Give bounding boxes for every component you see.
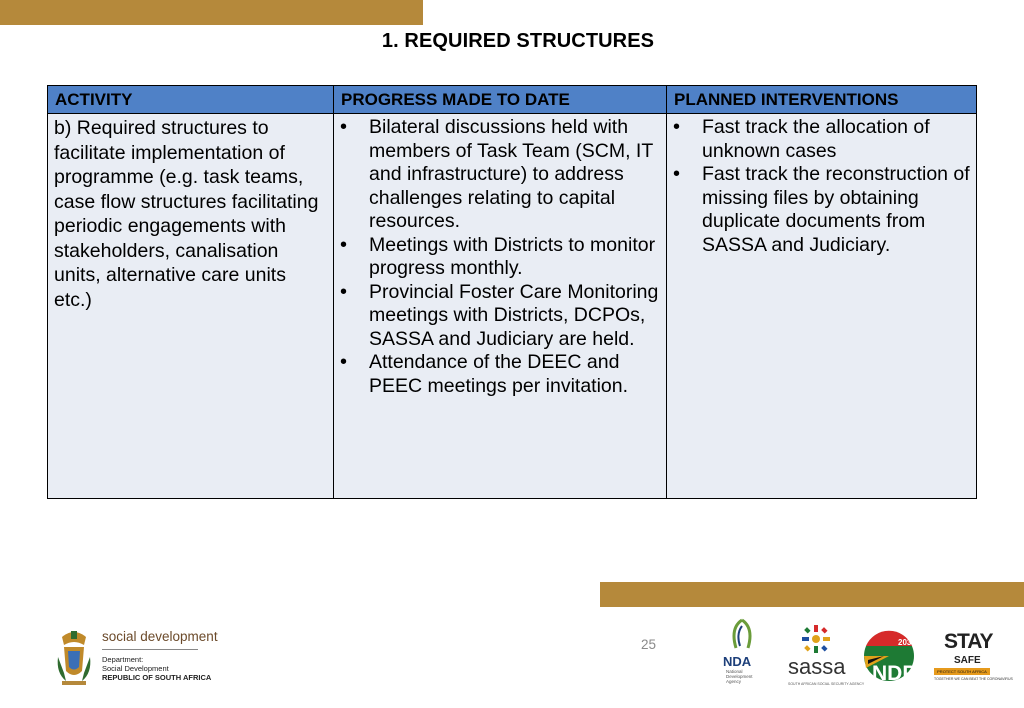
list-item: • Fast track the allocation of unknown cases <box>673 116 970 163</box>
list-item: • Fast track the reconstruction of missing files by obtaining duplicate documents from SASSA and Judiciary. <box>673 163 970 257</box>
header-planned: PLANNED INTERVENTIONS <box>667 86 977 114</box>
sassa-subtitle: SOUTH AFRICAN SOCIAL SECURITY AGENCY <box>788 682 865 686</box>
country-name: REPUBLIC OF SOUTH AFRICA <box>102 673 212 682</box>
sassa-logo <box>786 624 865 690</box>
sassa-emblem-icon <box>800 624 832 654</box>
progress-cell <box>334 114 667 499</box>
stay-text: STAY <box>944 630 993 653</box>
header-activity: ACTIVITY <box>48 86 334 114</box>
sassa-name: sassa <box>788 654 846 679</box>
nda-logo <box>720 618 766 690</box>
bottom-accent-bar <box>600 582 1024 607</box>
stay-safe-tagline: TOGETHER WE CAN BEAT THE CORONAVIRUS <box>934 677 1013 681</box>
list-item: • Attendance of the DEEC and PEEC meetings per invitation. <box>340 351 660 398</box>
nda-name: NDA <box>723 654 752 669</box>
list-item: • Bilateral discussions held with members of Task Team (SCM, IT and infrastructure) to address challenges relating to capital resources. <box>340 116 660 234</box>
planned-list <box>673 116 970 257</box>
social-development-logo <box>54 627 218 689</box>
ndp-name: NDP <box>872 662 916 685</box>
social-development-name: social development <box>102 629 218 644</box>
stay-safe-band: PROTECT SOUTH AFRICA <box>934 668 990 675</box>
nda-emblem-icon <box>726 618 758 652</box>
nda-sub-line: Development <box>726 674 753 679</box>
list-item: • Provincial Foster Care Monitoring meetings with Districts, DCPOs, SASSA and Judiciary are held. <box>340 281 660 352</box>
structures-table <box>47 85 977 499</box>
top-accent-bar <box>0 0 423 25</box>
department-name: Social Development <box>102 664 169 673</box>
page-number: 25 <box>641 637 657 652</box>
planned-cell <box>667 114 977 499</box>
nda-sub-line: Agency <box>726 679 742 684</box>
table-row <box>48 114 977 499</box>
nda-sub-line: National <box>726 669 743 674</box>
progress-list <box>340 116 660 398</box>
ndp-year: 2030 <box>898 638 916 647</box>
divider <box>102 649 198 650</box>
ndp-logo <box>862 628 916 688</box>
nda-subtitle <box>726 669 753 684</box>
stay-safe-logo <box>932 628 1013 690</box>
header-progress: PROGRESS MADE TO DATE <box>334 86 667 114</box>
list-item: • Meetings with Districts to monitor progress monthly. <box>340 234 660 281</box>
department-label: Department: <box>102 655 144 664</box>
page-title: 1. REQUIRED STRUCTURES <box>381 30 655 52</box>
table-header-row <box>48 86 977 114</box>
activity-cell: b) Required structures to facilitate implementation of programme (e.g. task teams, case flow structures facilitating periodic engagements with stakeholders, canalisation units, alternative care units etc.) <box>48 114 334 499</box>
safe-text: SAFE <box>954 655 981 666</box>
ndp-emblem-icon <box>862 628 916 688</box>
coat-of-arms-icon <box>54 627 94 687</box>
